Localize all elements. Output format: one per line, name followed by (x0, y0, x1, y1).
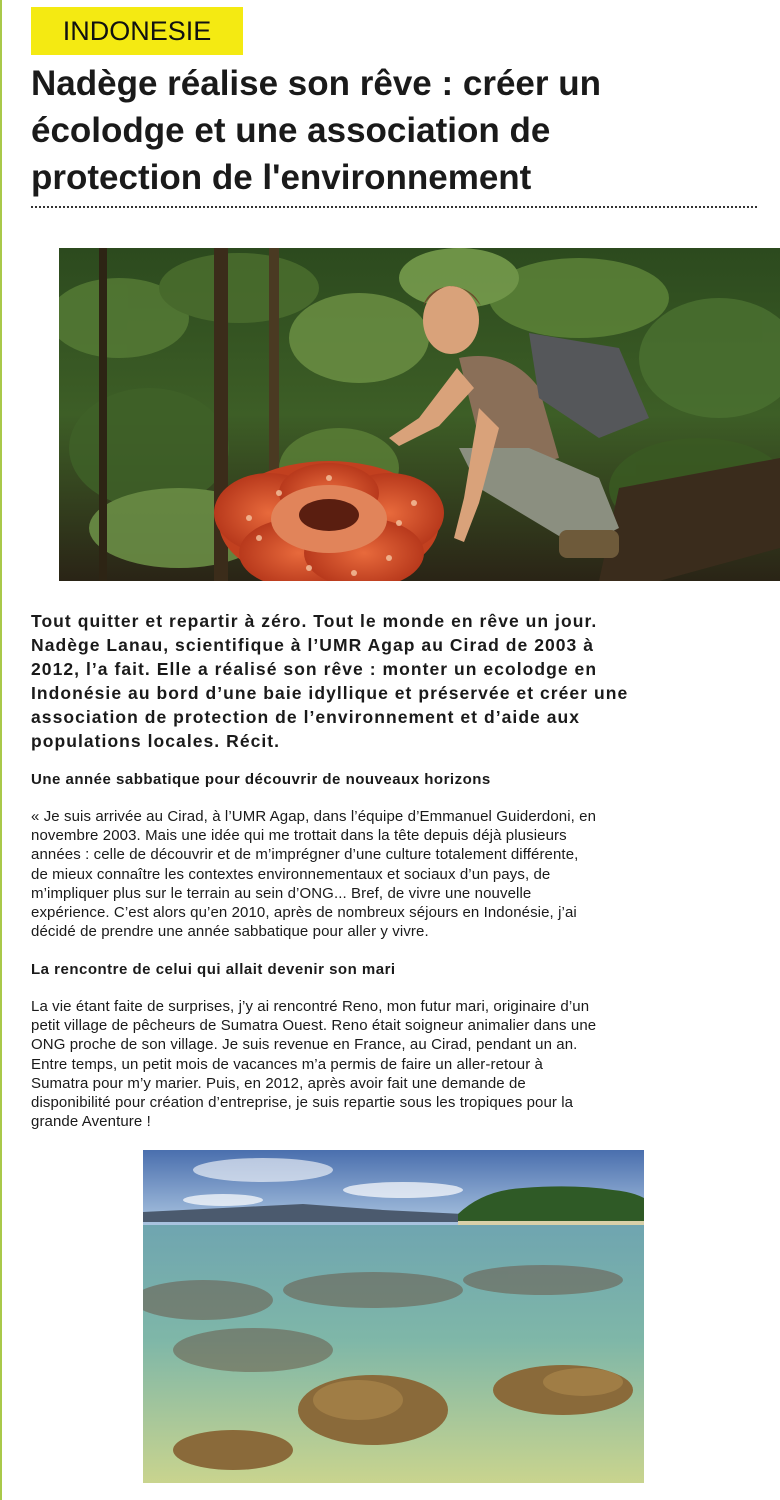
paragraph-line: Entre temps, un petit mois de vacances m’a permis de faire un aller-retour à (31, 1055, 543, 1073)
lead-line: Indonésie au bord d’une baie idyllique et préservée et créer une (31, 683, 629, 703)
bay-photo (143, 1150, 644, 1483)
section-paragraph-sabbatical (31, 807, 761, 941)
title-line: écolodge et une association de (31, 111, 551, 150)
article-lead (31, 609, 761, 753)
paragraph-line: grande Aventure ! (31, 1113, 151, 1131)
paragraph-line: disponibilité pour création d’entreprise, je suis repartie sous les tropiques pour la (31, 1094, 574, 1112)
section-tag: INDONESIE (31, 7, 243, 55)
paragraph-line: années : celle de découvrir et de m’imprégner d’une culture totalement différente, (31, 846, 579, 864)
lead-line: association de protection de l’environnement et d’aide aux (31, 707, 581, 727)
title-divider (31, 206, 757, 208)
paragraph-line: m’impliquer plus sur le terrain au sein d’ONG... Bref, de vivre une nouvelle (31, 884, 532, 902)
section-heading-sabbatical: Une année sabbatique pour découvrir de nouveaux horizons (31, 771, 491, 788)
title-line: Nadège réalise son rêve : créer un (31, 64, 601, 103)
paragraph-line: ONG proche de son village. Je suis revenue en France, au Cirad, pendant un an. (31, 1036, 578, 1054)
page-left-rule (0, 0, 2, 1500)
lead-line: 2012, l’a fait. Elle a réalisé son rêve : monter un ecolodge en (31, 659, 598, 679)
article-title (31, 60, 761, 201)
forest-photo (59, 248, 780, 581)
section-heading-meeting: La rencontre de celui qui allait devenir son mari (31, 961, 396, 978)
paragraph-line: Sumatra pour m’y marier. Puis, en 2012, après avoir fait une demande de (31, 1074, 526, 1092)
paragraph-line: décidé de prendre une année sabbatique pour aller y vivre. (31, 923, 429, 941)
paragraph-line: novembre 2003. Mais une idée qui me trottait dans la tête depuis déjà plusieurs (31, 827, 567, 845)
paragraph-line: La vie étant faite de surprises, j’y ai rencontré Reno, mon futur mari, originaire d’un (31, 998, 590, 1015)
paragraph-line: expérience. C’est alors qu’en 2010, après de nombreux séjours en Indonésie, j’ai (31, 904, 577, 922)
lead-line: Nadège Lanau, scientifique à l’UMR Agap au Cirad de 2003 à (31, 635, 595, 655)
paragraph-line: de mieux connaître les contextes environnementaux et sociaux d’un pays, de (31, 865, 551, 883)
section-paragraph-meeting (31, 997, 761, 1131)
paragraph-line: petit village de pêcheurs de Sumatra Ouest. Reno était soigneur animalier dans une (31, 1017, 597, 1035)
title-line: protection de l'environnement (31, 158, 532, 197)
lead-line: Tout quitter et repartir à zéro. Tout le monde en rêve un jour. (31, 611, 598, 631)
lead-line: populations locales. Récit. (31, 731, 281, 751)
paragraph-line: « Je suis arrivée au Cirad, à l’UMR Agap, dans l’équipe d’Emmanuel Guiderdoni, en (31, 808, 597, 825)
